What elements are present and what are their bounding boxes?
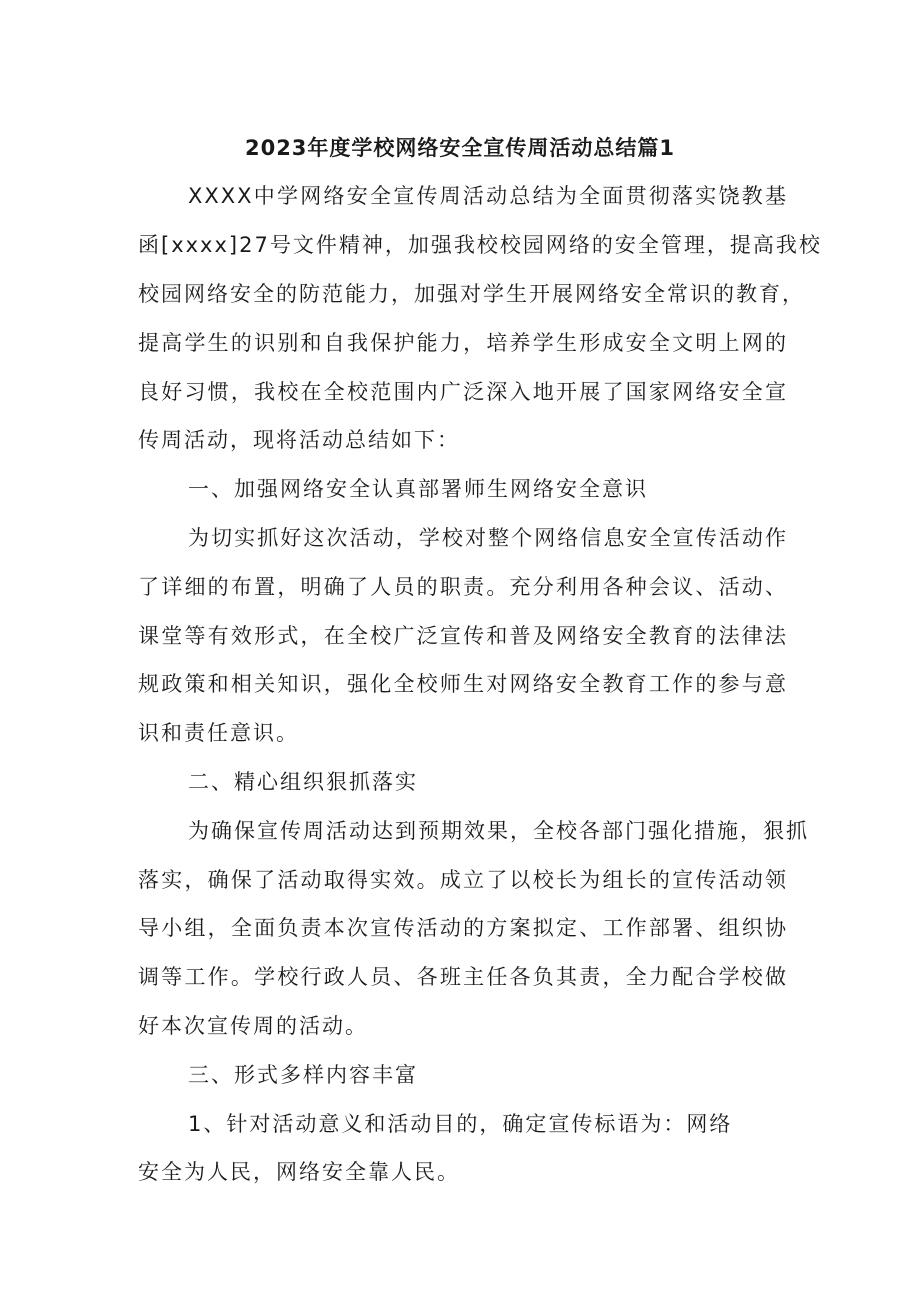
paragraph-line: 识和责任意识。 [138,721,299,745]
paragraph-line: 传周活动，现将活动总结如下： [138,428,460,452]
paragraph-line: 课堂等有效形式，在全校广泛宣传和普及网络安全教育的法律法 [138,624,788,648]
paragraph-line: 规政策和相关知识，强化全校师生对网络安全教育工作的参与意 [138,672,788,696]
paragraph-line: 1、针对活动意义和活动目的，确定宣传标语为：网络 [188,1112,733,1136]
paragraph-line: 函[xxxx]27号文件精神，加强我校校园网络的安全管理，提高我校 [138,233,822,257]
paragraph-line: 调等工作。学校行政人员、各班主任各负其责，全力配合学校做 [138,965,788,989]
paragraph-line: 了详细的布置，明确了人员的职责。充分利用各种会议、活动、 [138,575,788,599]
paragraph-line: 好本次宣传周的活动。 [138,1014,368,1038]
section-heading: 二、精心组织狠抓落实 [188,770,418,794]
paragraph-line: 良好习惯，我校在全校范围内广泛深入地开展了国家网络安全宣 [138,380,788,404]
section-heading: 三、形式多样内容丰富 [188,1063,418,1087]
paragraph-line: 安全为人民，网络安全靠人民。 [138,1160,460,1184]
paragraph-line: 提高学生的识别和自我保护能力，培养学生形成安全文明上网的 [138,331,788,355]
paragraph-line: 为确保宣传周活动达到预期效果，全校各部门强化措施，狠抓 [188,819,809,843]
section-heading: 一、加强网络安全认真部署师生网络安全意识 [188,477,648,501]
paragraph-line: XXXX中学网络安全宣传周活动总结为全面贯彻落实饶教基 [188,184,788,208]
paragraph-line: 为切实抓好这次活动，学校对整个网络信息安全宣传活动作 [188,526,788,550]
paragraph-line: 导小组，全面负责本次宣传活动的方案拟定、工作部署、组织协 [138,916,788,940]
paragraph-line: 落实，确保了活动取得实效。成立了以校长为组长的宣传活动领 [138,868,788,892]
paragraph-line: 校园网络安全的防范能力，加强对学生开展网络安全常识的教育， [138,282,805,306]
document-title: 2023年度学校网络安全宣传周活动总结篇1 [244,136,676,160]
